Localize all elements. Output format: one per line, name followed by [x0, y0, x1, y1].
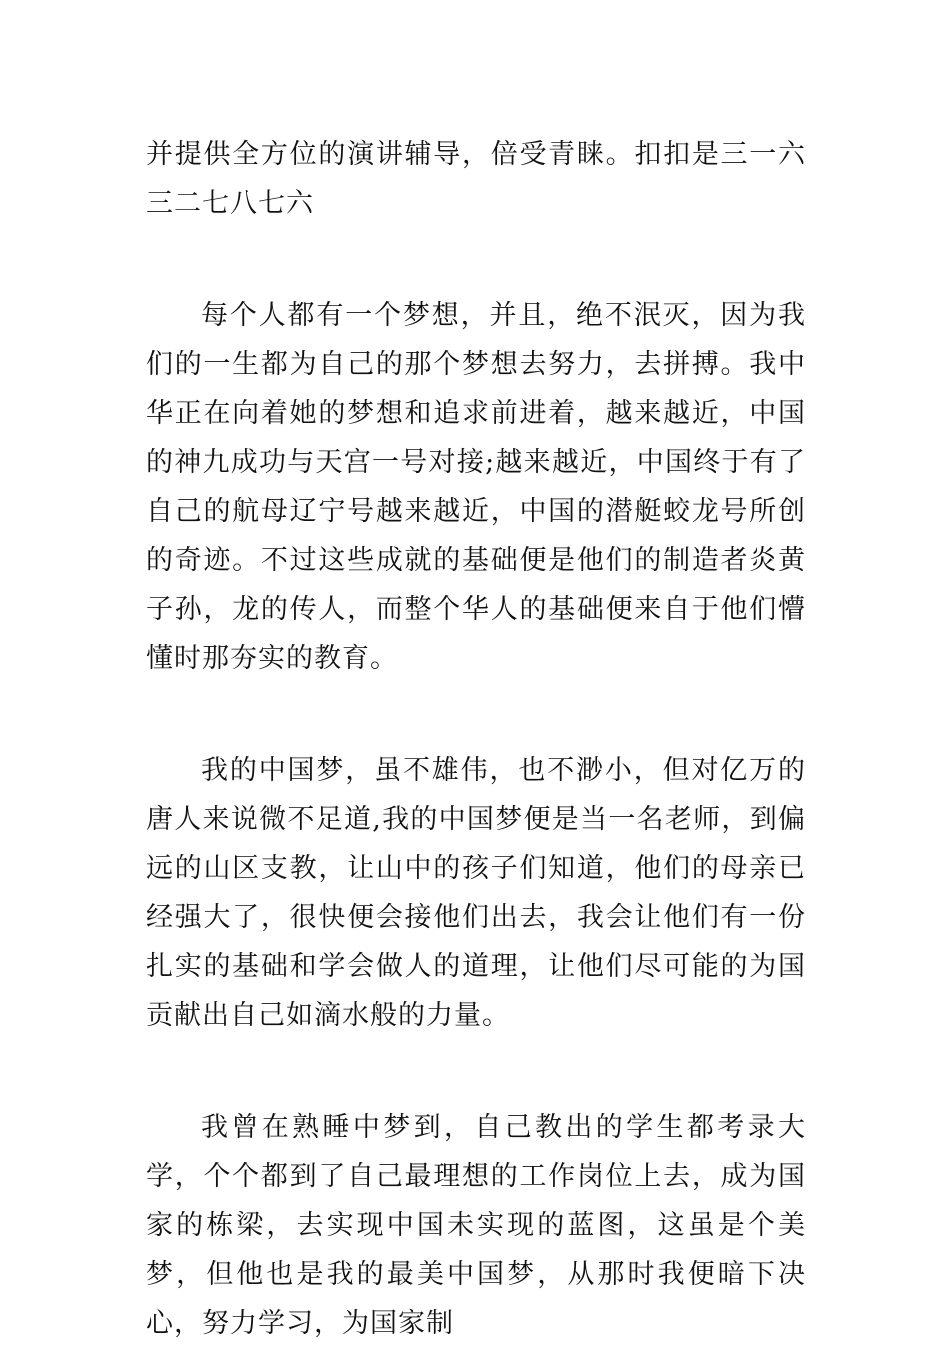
paragraph-gap: [146, 683, 806, 746]
document-body: [146, 130, 806, 1348]
paragraph-gap: [146, 1040, 806, 1103]
paragraph-4: 我曾在熟睡中梦到，自己教出的学生都考录大学，个个都到了自己最理想的工作岗位上去，成为国家的栋梁，去实现中国未实现的蓝图，这虽是个美梦，但他也是我的最美中国梦，从那时我便暗下决心，努力学习，为国家制: [146, 1112, 806, 1339]
paragraph-3: 我的中国梦，虽不雄伟，也不渺小，但对亿万的唐人来说微不足道,我的中国梦便是当一名老师，到偏远的山区支教，让山中的孩子们知道，他们的母亲已经强大了，很快便会接他们出去，我会让他们有一份扎实的基础和学会做人的道理，让他们尽可能的为国贡献出自己如滴水般的力量。: [146, 755, 806, 1031]
paragraph-gap: [146, 228, 806, 291]
paragraph-1: 并提供全方位的演讲辅导，倍受青睐。扣扣是三一六三二七八七六: [146, 139, 806, 219]
paragraph-2: 每个人都有一个梦想，并且，绝不泯灭，因为我们的一生都为自己的那个梦想去努力，去拼搏。我中华正在向着她的梦想和追求前进着，越来越近，中国的神九成功与天宫一号对接;越来越近，中国终于有了自己的航母辽宁号越来越近，中国的潜艇蛟龙号所创的奇迹。不过这些成就的基础便是他们的制造者炎黄子孙，龙的传人，而整个华人的基础便来自于他们懵懂时那夯实的教育。: [146, 300, 806, 674]
